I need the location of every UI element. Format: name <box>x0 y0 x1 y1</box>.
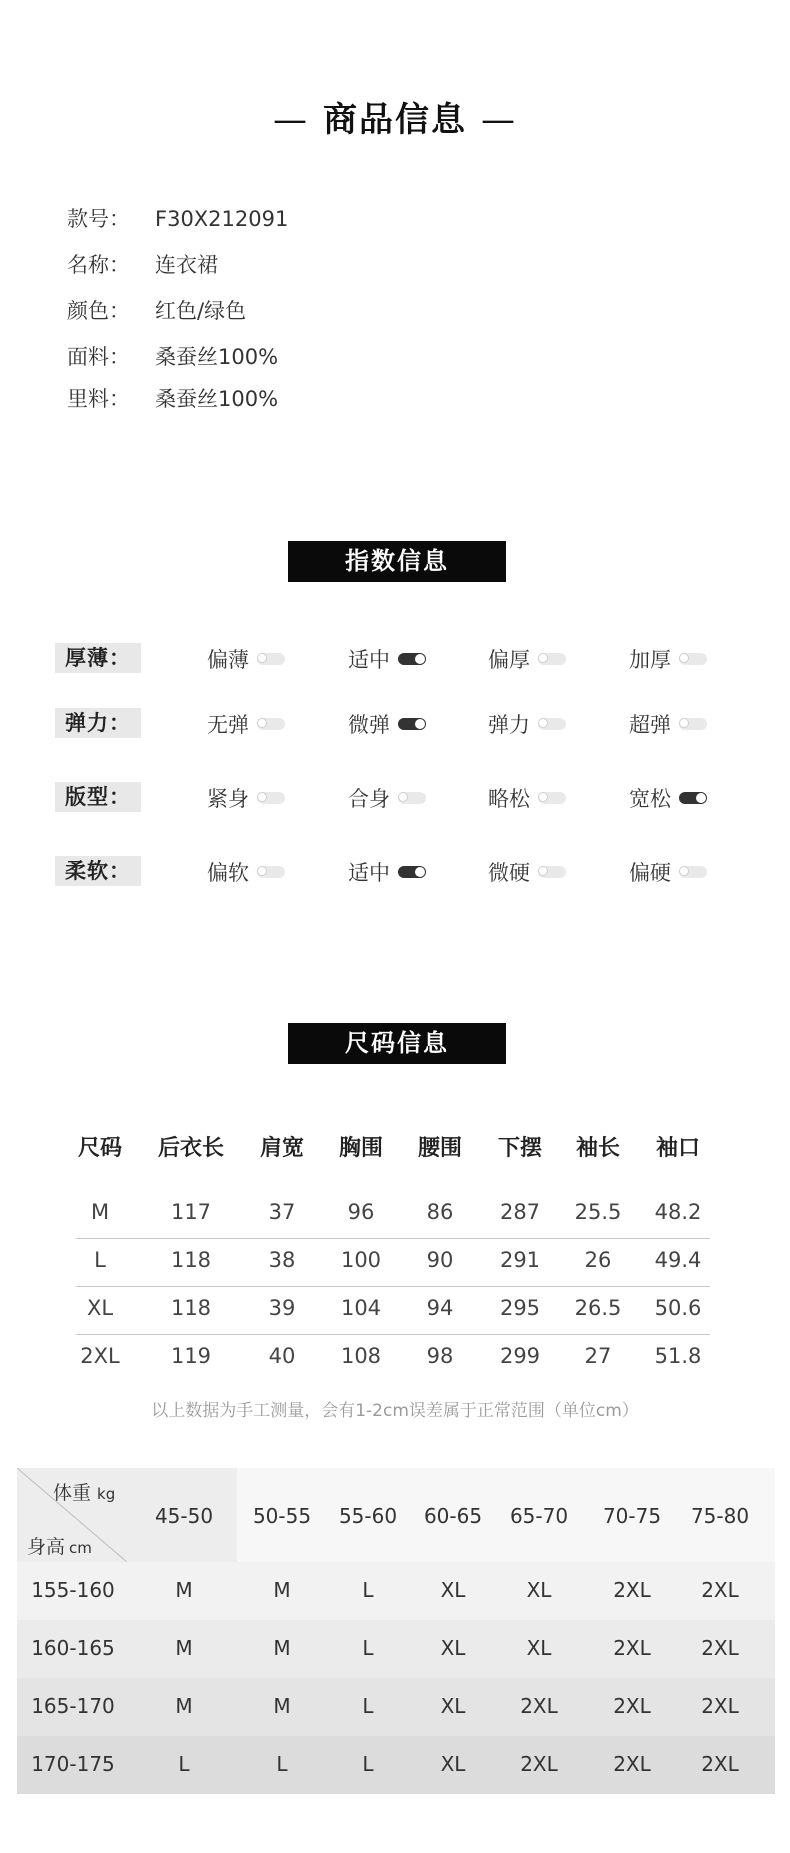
toggle-knob <box>538 866 548 876</box>
size-table-cell: XL <box>86 1296 114 1320</box>
index-label: 厚薄： <box>55 643 141 673</box>
size-header-cell: 胸围 <box>338 1136 383 1161</box>
toggle-switch[interactable] <box>538 792 566 804</box>
index-option-label: 微弹 <box>348 713 390 737</box>
index-option-label: 合身 <box>348 787 390 811</box>
recommended-size-cell: L <box>178 1752 190 1776</box>
index-option[interactable] <box>629 857 707 887</box>
toggle-switch[interactable] <box>538 718 566 730</box>
index-option[interactable] <box>488 709 566 739</box>
size-table-cell: M <box>90 1200 110 1224</box>
spec-label: 款号： <box>67 207 130 231</box>
toggle-switch[interactable] <box>398 653 426 665</box>
spec-value: 桑蚕丝100% <box>155 387 279 411</box>
height-range-cell: 155-160 <box>31 1578 115 1602</box>
size-header-cell: 下摆 <box>497 1136 542 1161</box>
toggle-knob <box>415 654 425 664</box>
toggle-switch[interactable] <box>679 718 707 730</box>
spec-value: 红色/绿色 <box>155 299 247 323</box>
spec-label: 面料： <box>67 345 130 369</box>
toggle-knob <box>257 653 267 663</box>
size-table-cell: 38 <box>268 1248 296 1272</box>
toggle-switch[interactable] <box>398 718 426 730</box>
recommended-size-cell: L <box>362 1694 374 1718</box>
size-row-divider <box>76 1238 710 1239</box>
size-table-cell: 39 <box>268 1296 296 1320</box>
index-option[interactable] <box>488 857 566 887</box>
size-table-cell: L <box>94 1248 106 1272</box>
toggle-switch[interactable] <box>679 792 707 804</box>
size-table-cell: 98 <box>426 1344 454 1368</box>
recommended-size-cell: M <box>273 1694 291 1718</box>
size-table-cell: 51.8 <box>654 1344 702 1368</box>
size-table-cell: 50.6 <box>654 1296 702 1320</box>
weight-range-header: 60-65 <box>423 1504 483 1528</box>
spec-label: 颜色： <box>67 299 130 323</box>
index-option[interactable] <box>207 644 285 674</box>
size-table-cell: 40 <box>268 1344 296 1368</box>
index-option-label: 超弹 <box>629 713 671 737</box>
spec-value: 桑蚕丝100% <box>155 345 279 369</box>
size-table-cell: 119 <box>170 1344 212 1368</box>
size-table-cell: 295 <box>499 1296 541 1320</box>
size-table-cell: 27 <box>584 1344 612 1368</box>
toggle-switch[interactable] <box>257 718 285 730</box>
index-option-label: 弹力 <box>488 713 530 737</box>
size-header-cell: 袖口 <box>655 1136 700 1161</box>
index-option-label: 偏软 <box>207 861 249 885</box>
size-table-cell: 96 <box>347 1200 375 1224</box>
spec-label: 名称： <box>67 253 130 277</box>
size-header-cell: 腰围 <box>417 1136 462 1161</box>
spec-value: 连衣裙 <box>155 253 218 277</box>
size-table-cell: 37 <box>268 1200 296 1224</box>
weight-unit: kg <box>97 1485 116 1503</box>
spec-row-fabric <box>67 341 278 371</box>
height-text: 身高 <box>27 1536 66 1558</box>
recommended-size-cell: 2XL <box>701 1694 739 1718</box>
index-option[interactable] <box>207 857 285 887</box>
recommended-size-cell: XL <box>526 1578 552 1602</box>
recommended-size-cell: XL <box>440 1636 466 1660</box>
index-option[interactable] <box>348 857 426 887</box>
toggle-switch[interactable] <box>257 792 285 804</box>
recommended-size-cell: XL <box>440 1578 466 1602</box>
weight-text: 体重 <box>53 1482 92 1504</box>
size-table-cell: 2XL <box>80 1344 120 1368</box>
size-header-cell: 袖长 <box>575 1136 620 1161</box>
toggle-knob <box>679 653 689 663</box>
size-table-cell: 287 <box>499 1200 541 1224</box>
toggle-knob <box>257 792 267 802</box>
size-table-cell: 25.5 <box>574 1200 622 1224</box>
recommended-size-cell: M <box>175 1694 193 1718</box>
toggle-knob <box>538 792 548 802</box>
size-table-cell: 100 <box>340 1248 382 1272</box>
spec-label: 里料： <box>67 387 130 411</box>
spec-row-name <box>67 249 218 279</box>
recommended-size-cell: 2XL <box>520 1694 558 1718</box>
recommended-size-cell: 2XL <box>701 1752 739 1776</box>
spec-row-lining <box>67 383 278 413</box>
weight-range-header: 75-80 <box>690 1504 750 1528</box>
recommended-size-cell: M <box>273 1636 291 1660</box>
height-range-cell: 160-165 <box>31 1636 115 1660</box>
weight-range-header: 65-70 <box>509 1504 569 1528</box>
index-label: 弹力： <box>55 708 141 738</box>
size-table-cell: 26.5 <box>574 1296 622 1320</box>
size-table-cell: 86 <box>426 1200 454 1224</box>
recommended-size-cell: 2XL <box>701 1636 739 1660</box>
index-option[interactable] <box>348 644 426 674</box>
toggle-knob <box>696 793 706 803</box>
toggle-switch[interactable] <box>257 866 285 878</box>
height-unit: cm <box>69 1539 92 1557</box>
toggle-switch[interactable] <box>257 653 285 665</box>
index-label: 版型： <box>55 782 141 812</box>
recommended-size-cell: L <box>362 1636 374 1660</box>
index-option-label: 偏薄 <box>207 648 249 672</box>
recommended-size-cell: M <box>175 1578 193 1602</box>
size-table-cell: 118 <box>170 1248 212 1272</box>
product-info-title <box>0 92 790 141</box>
size-row-divider <box>76 1334 710 1335</box>
index-option-label: 偏厚 <box>488 648 530 672</box>
recommended-size-cell: 2XL <box>520 1752 558 1776</box>
index-info-header: 指数信息 <box>288 541 506 582</box>
index-option-label: 适中 <box>348 861 390 885</box>
index-option[interactable] <box>488 644 566 674</box>
index-option-label: 紧身 <box>207 787 249 811</box>
title-dash-left: — <box>273 100 309 140</box>
corner-height-label <box>27 1532 92 1559</box>
recommended-size-cell: M <box>175 1636 193 1660</box>
index-option[interactable] <box>629 783 707 813</box>
index-option-label: 略松 <box>488 787 530 811</box>
index-option[interactable] <box>629 644 707 674</box>
recommended-size-cell: L <box>362 1752 374 1776</box>
recommended-size-cell: 2XL <box>613 1694 651 1718</box>
weight-range-header: 55-60 <box>338 1504 398 1528</box>
toggle-switch[interactable] <box>679 866 707 878</box>
index-option-label: 偏硬 <box>629 861 671 885</box>
toggle-knob <box>415 719 425 729</box>
weight-range-header: 50-55 <box>252 1504 312 1528</box>
index-label: 柔软： <box>55 856 141 886</box>
recommended-size-cell: XL <box>440 1694 466 1718</box>
index-option[interactable] <box>488 783 566 813</box>
toggle-switch[interactable] <box>538 653 566 665</box>
size-table-cell: 291 <box>499 1248 541 1272</box>
spec-value: F30X212091 <box>155 207 289 231</box>
size-table-cell: 90 <box>426 1248 454 1272</box>
size-table-cell: 108 <box>340 1344 382 1368</box>
toggle-switch[interactable] <box>398 866 426 878</box>
index-option[interactable] <box>207 783 285 813</box>
recommended-size-cell: L <box>362 1578 374 1602</box>
corner-weight-label <box>53 1478 115 1505</box>
recommended-size-cell: M <box>273 1578 291 1602</box>
recommended-size-cell: XL <box>440 1752 466 1776</box>
title-dash-right: — <box>481 100 517 140</box>
toggle-knob <box>257 718 267 728</box>
index-option[interactable] <box>348 783 426 813</box>
toggle-knob <box>679 866 689 876</box>
size-header-cell: 后衣长 <box>157 1136 224 1161</box>
size-table-cell: 48.2 <box>654 1200 702 1224</box>
size-table-cell: 118 <box>170 1296 212 1320</box>
index-option[interactable] <box>207 709 285 739</box>
recommended-size-cell: 2XL <box>701 1578 739 1602</box>
toggle-knob <box>679 718 689 728</box>
size-table-cell: 94 <box>426 1296 454 1320</box>
index-option-label: 宽松 <box>629 787 671 811</box>
index-option-label: 适中 <box>348 648 390 672</box>
size-table-cell: 299 <box>499 1344 541 1368</box>
size-info-header: 尺码信息 <box>288 1023 506 1064</box>
toggle-switch[interactable] <box>538 866 566 878</box>
height-range-cell: 165-170 <box>31 1694 115 1718</box>
measurement-note: 以上数据为手工测量，会有1-2cm误差属于正常范围（单位cm） <box>151 1401 639 1421</box>
spec-row-style-no <box>67 203 288 233</box>
recommended-size-cell: 2XL <box>613 1636 651 1660</box>
product-info-title-text: 商品信息 <box>323 100 467 140</box>
size-table-cell: 104 <box>340 1296 382 1320</box>
recommended-size-cell: XL <box>526 1636 552 1660</box>
height-range-cell: 170-175 <box>31 1752 115 1776</box>
index-option-label: 无弹 <box>207 713 249 737</box>
spec-row-color <box>67 295 246 325</box>
index-option[interactable] <box>348 709 426 739</box>
toggle-knob <box>415 867 425 877</box>
index-option[interactable] <box>629 709 707 739</box>
size-header-cell: 肩宽 <box>259 1136 304 1161</box>
toggle-knob <box>538 718 548 728</box>
toggle-knob <box>538 653 548 663</box>
toggle-knob <box>257 866 267 876</box>
recommended-size-cell: 2XL <box>613 1752 651 1776</box>
index-option-label: 加厚 <box>629 648 671 672</box>
size-table-cell: 26 <box>584 1248 612 1272</box>
weight-range-header: 70-75 <box>602 1504 662 1528</box>
size-row-divider <box>76 1286 710 1287</box>
size-header-cell: 尺码 <box>77 1136 122 1161</box>
toggle-switch[interactable] <box>398 792 426 804</box>
size-table-cell: 49.4 <box>654 1248 702 1272</box>
toggle-knob <box>398 792 408 802</box>
recommended-size-cell: L <box>276 1752 288 1776</box>
index-option-label: 微硬 <box>488 861 530 885</box>
weight-range-header: 45-50 <box>154 1504 214 1528</box>
recommended-size-cell: 2XL <box>613 1578 651 1602</box>
size-table-cell: 117 <box>170 1200 212 1224</box>
toggle-switch[interactable] <box>679 653 707 665</box>
